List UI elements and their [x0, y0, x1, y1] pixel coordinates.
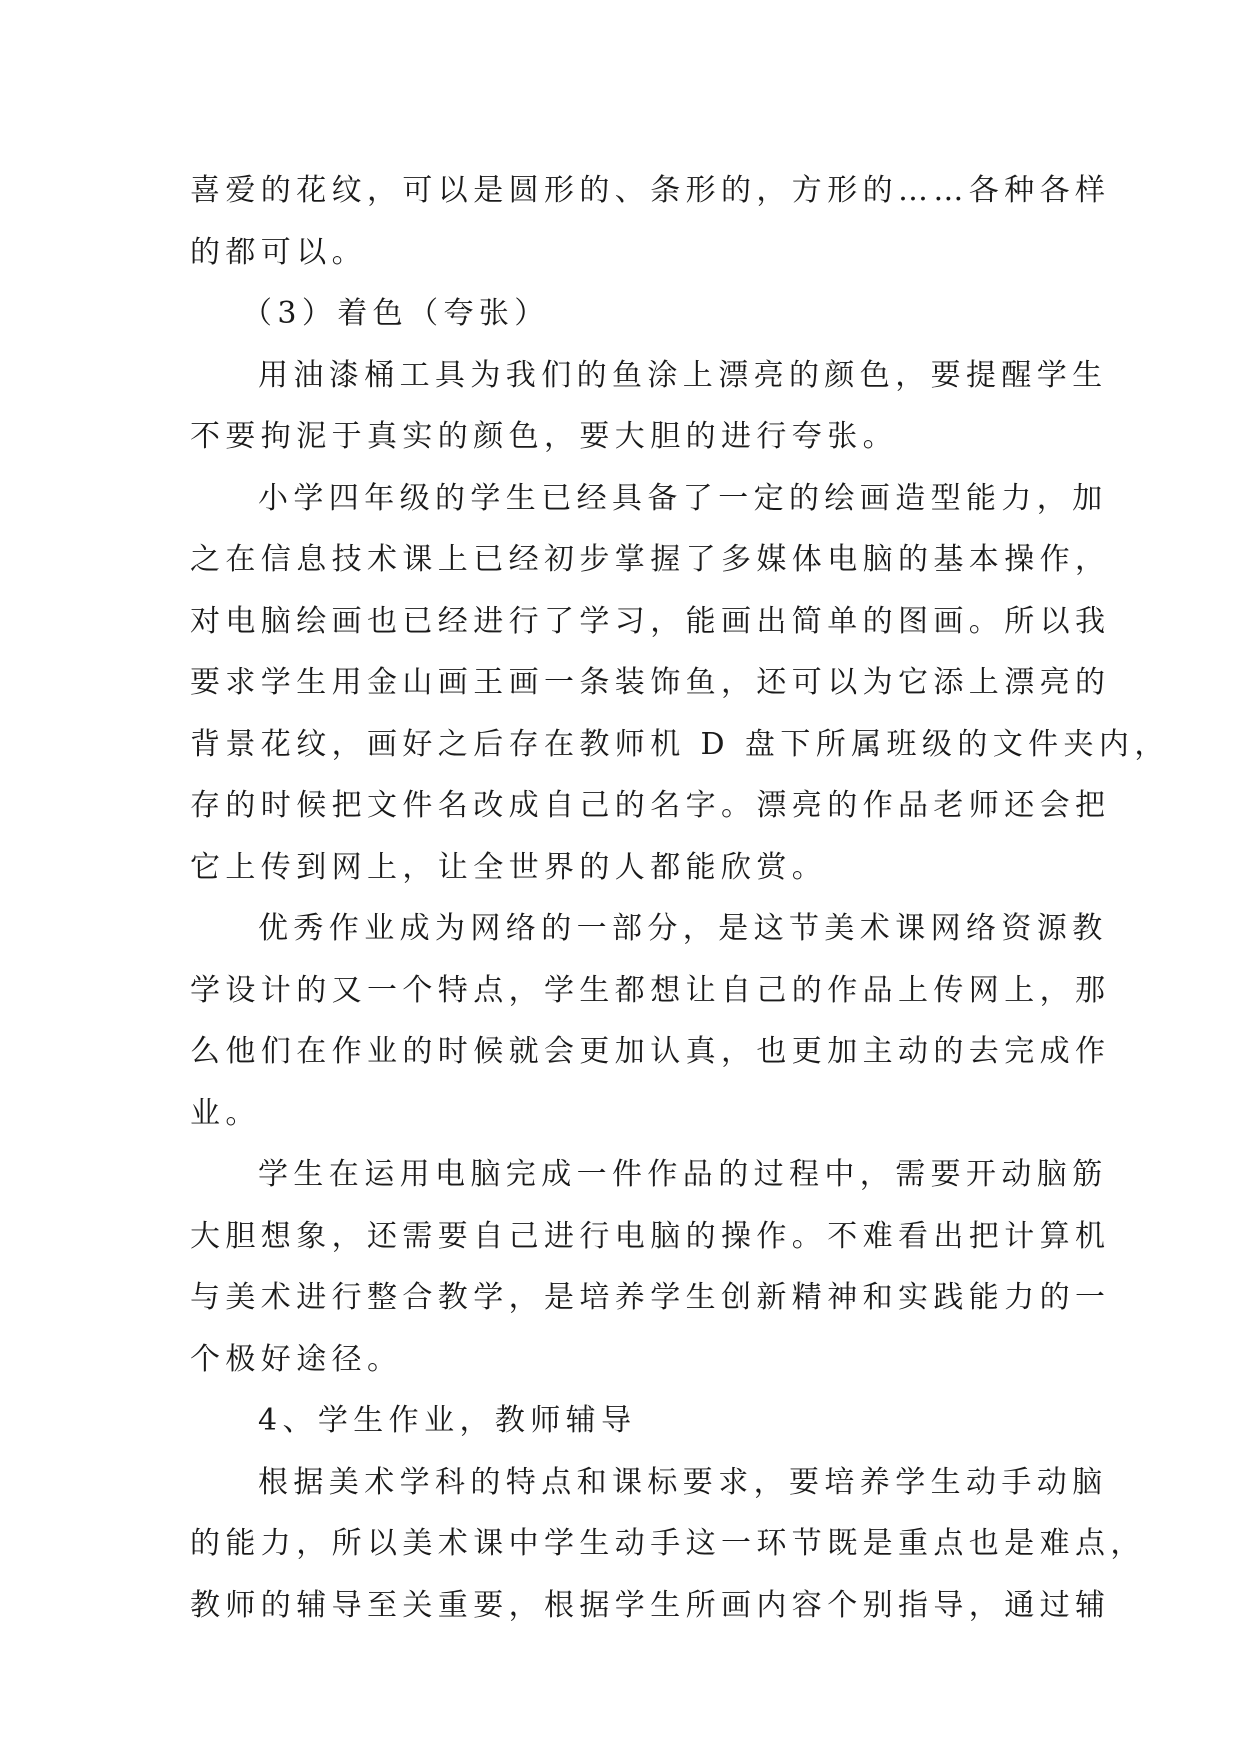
text-line: 根据美术学科的特点和课标要求，要培养学生动手动脑 [258, 1464, 1108, 1500]
text-line: 与美术进行整合教学，是培养学生创新精神和实践能力的一 [190, 1280, 1111, 1315]
text-line: 大胆想象，还需要自己进行电脑的操作。不难看出把计算机 [190, 1218, 1111, 1254]
text-line: 个极好途径。 [190, 1341, 403, 1377]
text-line: 优秀作业成为网络的一部分，是这节美术课网络资源教 [258, 911, 1108, 946]
text-line: 之在信息技术课上已经初步掌握了多媒体电脑的基本操作， [190, 542, 1111, 577]
text-line: 教师的辅导至关重要，根据学生所画内容个别指导，通过辅 [190, 1587, 1111, 1623]
text-line: 背景花纹，画好之后存在教师机 D 盘下所属班级的文件夹内， [190, 726, 1170, 762]
text-line: 学设计的又一个特点，学生都想让自己的作品上传网上，那 [190, 972, 1111, 1008]
text-line: 学生在运用电脑完成一件作品的过程中，需要开动脑筋 [258, 1157, 1108, 1192]
text-line: 存的时候把文件名改成自己的名字。漂亮的作品老师还会把 [190, 788, 1111, 823]
text-line: 小学四年级的学生已经具备了一定的绘画造型能力，加 [258, 480, 1108, 516]
text-line: 的都可以。 [190, 234, 367, 270]
document-body [190, 160, 1170, 1636]
text-line: 么他们在作业的时候就会更加认真，也更加主动的去完成作 [190, 1034, 1111, 1069]
text-line: 要求学生用金山画王画一条装饰鱼，还可以为它添上漂亮的 [190, 665, 1111, 700]
subheading-line: 4、学生作业，教师辅导 [258, 1403, 637, 1438]
text-line: 喜爱的花纹，可以是圆形的、条形的，方形的……各种各样 [190, 173, 1111, 208]
subheading-line: （3）着色（夸张） [242, 296, 550, 331]
text-line: 不要拘泥于真实的颜色，要大胆的进行夸张。 [190, 419, 898, 454]
text-line: 用油漆桶工具为我们的鱼涂上漂亮的颜色，要提醒学生 [258, 357, 1108, 393]
text-line: 的能力，所以美术课中学生动手这一环节既是重点也是难点， [190, 1526, 1146, 1561]
text-line: 业。 [190, 1095, 261, 1131]
text-line: 它上传到网上，让全世界的人都能欣赏。 [190, 849, 828, 885]
text-line: 对电脑绘画也已经进行了学习，能画出简单的图画。所以我 [190, 603, 1111, 639]
